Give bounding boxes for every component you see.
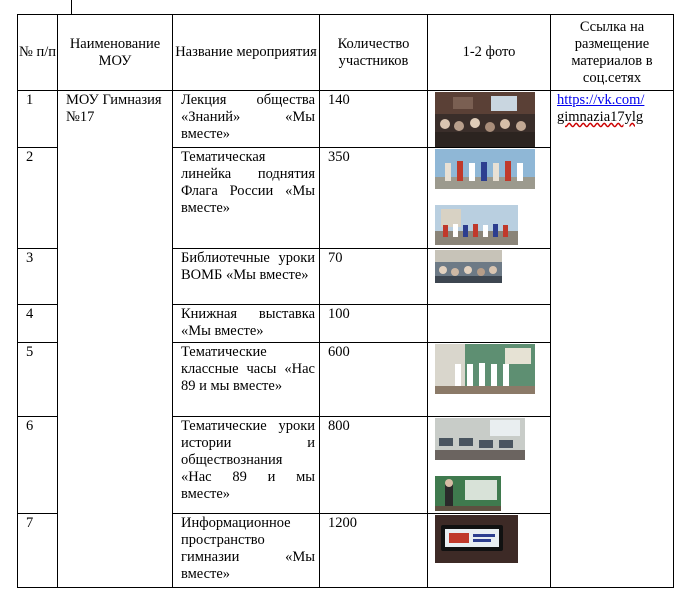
row-num: 6 [26, 418, 34, 434]
row-num: 4 [26, 306, 34, 322]
event-name: Тематическая линейка поднятия Флага России «Мы вместе» [181, 149, 315, 216]
participant-count: 100 [328, 306, 350, 322]
event-photo [435, 344, 535, 394]
event-name: Тематические уроки истории и обществознания «Нас 89 и мы вместе» [181, 418, 315, 502]
event-photo [435, 515, 518, 563]
row-num: 5 [26, 344, 34, 360]
participant-count: 350 [328, 149, 350, 165]
event-photo [435, 476, 501, 511]
event-photo [435, 418, 525, 460]
event-photo [435, 149, 535, 189]
table-row [18, 91, 674, 148]
link-url[interactable]: https://vk.com/ [557, 92, 645, 108]
header-link: Ссылка на размещение материалов в соц.сетях [551, 15, 674, 91]
event-photo [435, 205, 518, 245]
header-row [18, 15, 674, 91]
text-cursor-line [71, 0, 72, 15]
row-num: 7 [26, 515, 34, 531]
participant-count: 800 [328, 418, 350, 434]
social-link[interactable] [551, 91, 673, 126]
header-num: № п/п [18, 15, 58, 91]
event-name: Тематические классные часы «Нас 89 и мы вместе» [181, 344, 315, 394]
row-num: 1 [26, 92, 34, 108]
empty-photo-cell [428, 305, 551, 343]
header-photo: 1-2 фото [428, 15, 551, 91]
participant-count: 1200 [328, 515, 357, 531]
link-username[interactable]: gimnazia17ylg [557, 109, 644, 125]
event-name: Информационное пространство гимназии «Мы вместе» [181, 515, 315, 582]
event-name: Книжная выставка «Мы вместе» [181, 306, 315, 339]
events-table [17, 14, 674, 588]
participant-count: 70 [328, 250, 343, 266]
header-org: Наименование МОУ [58, 15, 173, 91]
header-event: Название мероприятия [173, 15, 320, 91]
event-photo [435, 250, 502, 283]
row-num: 2 [26, 149, 34, 165]
event-name: Библиотечные уроки ВОМБ «Мы вместе» [181, 250, 315, 283]
participant-count: 600 [328, 344, 350, 360]
participant-count: 140 [328, 92, 350, 108]
organization-name: МОУ Гимназия №17 [66, 92, 162, 125]
event-name: Лекция общества «Знаний» «Мы вместе» [181, 92, 315, 142]
row-num: 3 [26, 250, 34, 266]
header-count: Количество участников [320, 15, 428, 91]
event-photo [435, 92, 535, 147]
